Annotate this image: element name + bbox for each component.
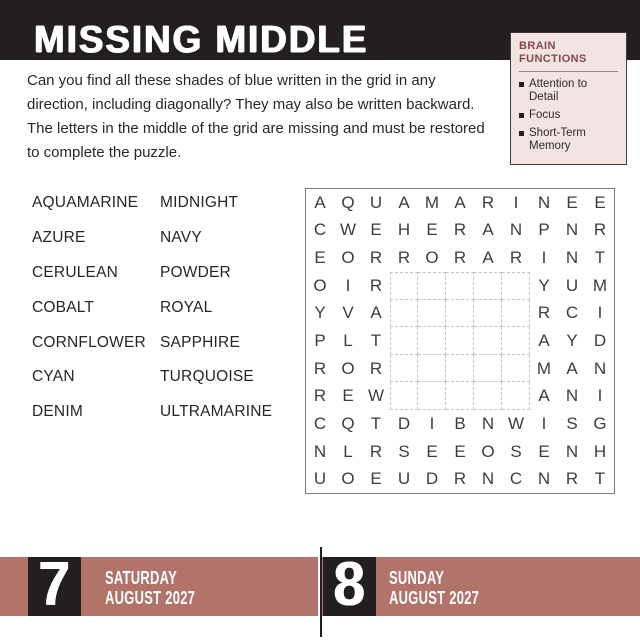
grid-cell-letter: N	[481, 469, 495, 489]
grid-cell-missing[interactable]	[474, 327, 502, 355]
brain-functions-list	[519, 78, 618, 153]
grid-cell-letter: E	[314, 248, 326, 268]
grid-cell-letter: L	[343, 330, 353, 350]
page-title: MISSING MIDDLE	[34, 19, 369, 61]
grid-cell-missing[interactable]	[474, 355, 502, 383]
grid-cell-letter: E	[370, 220, 382, 240]
weekday-label: SATURDAY	[105, 567, 178, 588]
grid-cell-letter: M	[592, 275, 608, 295]
word-list-item: ROYAL	[160, 298, 213, 316]
grid-cell-letter: N	[313, 441, 327, 461]
bullet-square-icon	[519, 131, 524, 136]
grid-cell-letter: H	[397, 220, 411, 240]
grid-cell-letter: U	[397, 469, 411, 489]
grid-cell-missing[interactable]	[474, 382, 502, 410]
grid-cell-letter: A	[482, 220, 494, 240]
grid-cell-letter: A	[538, 330, 550, 350]
grid-cell-letter: N	[565, 248, 579, 268]
grid-cell-letter: W	[339, 220, 357, 240]
grid-cell-letter: R	[565, 469, 579, 489]
grid-cell-letter: Q	[341, 192, 355, 212]
word-list-item: COBALT	[32, 298, 95, 316]
grid-cell-missing[interactable]	[446, 300, 474, 328]
grid-cell-missing[interactable]	[418, 272, 446, 300]
grid-cell-letter: W	[367, 386, 385, 406]
grid-cell-letter: I	[513, 192, 519, 212]
grid-cell-missing[interactable]	[390, 272, 418, 300]
grid-cell-letter: R	[369, 248, 383, 268]
brain-function-label: Attention to Detail	[529, 78, 588, 103]
grid-cell-letter: I	[597, 303, 603, 323]
word-list-item: AZURE	[32, 229, 86, 247]
grid-cell-missing[interactable]	[418, 382, 446, 410]
grid-cell-letter: N	[565, 441, 579, 461]
grid-cell-letter: S	[398, 441, 410, 461]
word-list-item: DENIM	[32, 403, 83, 421]
grid-cell-letter: R	[397, 248, 411, 268]
instruction-line: Can you find all these shades of blue written in the grid in any	[27, 72, 436, 89]
word-list-item: TURQUOISE	[160, 368, 254, 386]
grid-cell-letter: N	[537, 469, 551, 489]
divider	[519, 71, 618, 72]
grid-cell-letter: C	[313, 220, 327, 240]
brain-function-item	[519, 109, 618, 122]
grid-cell-letter: W	[507, 413, 525, 433]
grid-cell-letter: E	[342, 386, 354, 406]
grid-cell-missing[interactable]	[390, 355, 418, 383]
grid-cell-letter: C	[509, 469, 523, 489]
grid-cell-letter: T	[370, 330, 382, 350]
grid-cell-letter: T	[594, 248, 606, 268]
grid-cell-letter: R	[537, 303, 551, 323]
grid-cell-letter: N	[481, 413, 495, 433]
grid-cell-letter: E	[426, 220, 438, 240]
grid-cell-letter: P	[538, 220, 550, 240]
grid-cell-letter: E	[426, 441, 438, 461]
grid-cell-letter: Y	[314, 303, 326, 323]
grid-cell-letter: I	[597, 386, 603, 406]
grid-cell-letter: O	[341, 248, 355, 268]
grid-cell-letter: I	[541, 248, 547, 268]
grid-cell-letter: B	[454, 413, 466, 433]
grid-cell-missing[interactable]	[474, 272, 502, 300]
grid-cell-letter: M	[424, 192, 440, 212]
grid-cell-missing[interactable]	[474, 300, 502, 328]
grid-cell-letter: Y	[538, 275, 550, 295]
grid-cell-letter: E	[594, 192, 606, 212]
grid-cell-letter: I	[541, 413, 547, 433]
grid-cell-letter: C	[313, 413, 327, 433]
grid-cell-letter: E	[566, 192, 578, 212]
grid-cell-letter: R	[369, 275, 383, 295]
grid-cell-letter: O	[341, 358, 355, 378]
grid-cell-letter: O	[313, 275, 327, 295]
grid-cell-letter: E	[538, 441, 550, 461]
grid-cell-missing[interactable]	[446, 327, 474, 355]
puzzle-instructions	[27, 69, 485, 165]
bullet-square-icon	[519, 82, 524, 87]
grid-cell-missing[interactable]	[446, 382, 474, 410]
word-list-item: CORNFLOWER	[32, 333, 146, 351]
grid-cell-letter: R	[593, 220, 607, 240]
grid-cell-letter: D	[397, 413, 411, 433]
grid-cell-missing[interactable]	[390, 382, 418, 410]
grid-cell-missing[interactable]	[502, 327, 530, 355]
grid-cell-letter: O	[425, 248, 439, 268]
instruction-line: to complete the puzzle.	[27, 144, 182, 161]
brain-function-label: Focus	[529, 109, 561, 121]
grid-cell-letter: T	[594, 469, 606, 489]
grid-cell-missing[interactable]	[390, 327, 418, 355]
date-text	[389, 568, 518, 608]
grid-cell-letter: R	[313, 386, 327, 406]
brain-functions-panel	[510, 32, 627, 165]
grid-cell-letter: L	[343, 441, 353, 461]
word-list-item: ULTRAMARINE	[160, 403, 273, 421]
day-number-box	[323, 550, 376, 619]
grid-cell-missing[interactable]	[446, 355, 474, 383]
word-search-grid	[305, 188, 615, 494]
grid-cell-letter: R	[453, 469, 467, 489]
word-list-item: SAPPHIRE	[160, 333, 240, 351]
grid-cell-letter: N	[537, 192, 551, 212]
word-list-item: AQUAMARINE	[32, 194, 139, 212]
grid-cell-letter: C	[565, 303, 579, 323]
word-list-column-2	[160, 186, 272, 430]
grid-cell-letter: S	[510, 441, 522, 461]
grid-cell-letter: R	[369, 358, 383, 378]
grid-cell-letter: D	[425, 469, 439, 489]
grid-cell-letter: R	[313, 358, 327, 378]
grid-cell-letter: M	[536, 358, 552, 378]
grid-cell-letter: N	[509, 220, 523, 240]
grid-cell-letter: A	[566, 358, 578, 378]
grid-cell-letter: Y	[566, 330, 578, 350]
word-list-item: POWDER	[160, 263, 231, 281]
grid-cell-letter: T	[370, 413, 382, 433]
grid-cell-letter: N	[593, 358, 607, 378]
grid-cell-letter: U	[313, 469, 327, 489]
grid-cell-letter: G	[593, 413, 607, 433]
grid-cell-missing[interactable]	[418, 300, 446, 328]
day-number: 7	[38, 550, 71, 619]
grid-cell-missing[interactable]	[502, 382, 530, 410]
grid-cell-letter: A	[314, 192, 326, 212]
day-number: 8	[333, 550, 366, 619]
grid-cell-missing[interactable]	[502, 300, 530, 328]
grid-cell-letter: N	[565, 220, 579, 240]
grid-cell-missing[interactable]	[502, 272, 530, 300]
grid-cell-letter: A	[538, 386, 550, 406]
grid-cell-letter: H	[593, 441, 607, 461]
grid-cell-letter: R	[369, 441, 383, 461]
grid-cell-missing[interactable]	[446, 272, 474, 300]
word-list-item: NAVY	[160, 229, 202, 247]
grid-cell-letter: S	[566, 413, 578, 433]
grid-cell-letter: Q	[341, 413, 355, 433]
grid-cell-letter: R	[509, 248, 523, 268]
word-list-column-1	[32, 186, 146, 430]
grid-cell-letter: E	[454, 441, 466, 461]
grid-cell-letter: A	[398, 192, 410, 212]
grid-cell-letter: V	[342, 303, 354, 323]
brain-function-label: Short-Term Memory	[529, 127, 586, 152]
grid-cell-letter: P	[314, 330, 326, 350]
grid-cell-missing[interactable]	[418, 355, 446, 383]
instruction-line: The letters in the middle of the grid are missing and must be restored	[27, 120, 485, 137]
grid-cell-letter: R	[481, 192, 495, 212]
grid-cell-letter: U	[565, 275, 579, 295]
instruction-line: direction, including diagonally? They may also be written backward.	[27, 96, 475, 113]
grid-cell-letter: I	[345, 275, 351, 295]
grid-cell-letter: E	[370, 469, 382, 489]
grid-cell-letter: U	[369, 192, 383, 212]
grid-cell-letter: R	[453, 248, 467, 268]
grid-cell-letter: A	[454, 192, 466, 212]
grid-cell-missing[interactable]	[390, 300, 418, 328]
grid-cell-letter: A	[482, 248, 494, 268]
bullet-square-icon	[519, 113, 524, 118]
word-list-item: CERULEAN	[32, 263, 119, 281]
weekday-label: SUNDAY	[389, 567, 445, 588]
grid-cell-missing[interactable]	[418, 327, 446, 355]
grid-cell-letter: A	[370, 303, 382, 323]
grid-cell-letter: N	[565, 386, 579, 406]
brain-function-item	[519, 78, 618, 104]
grid-cell-letter: R	[453, 220, 467, 240]
grid-cell-letter: O	[341, 469, 355, 489]
day-number-box	[28, 550, 81, 619]
grid-cell-letter: O	[481, 441, 495, 461]
date-text	[105, 568, 234, 608]
grid-cell-letter: D	[593, 330, 607, 350]
word-list-item: CYAN	[32, 368, 75, 386]
month-year-label: AUGUST 2027	[105, 587, 196, 608]
brain-functions-title: BRAIN FUNCTIONS	[519, 40, 587, 65]
month-year-label: AUGUST 2027	[389, 587, 480, 608]
grid-cell-letter: I	[429, 413, 435, 433]
grid-cell-missing[interactable]	[502, 355, 530, 383]
brain-function-item	[519, 127, 618, 153]
word-list-item: MIDNIGHT	[160, 194, 239, 212]
